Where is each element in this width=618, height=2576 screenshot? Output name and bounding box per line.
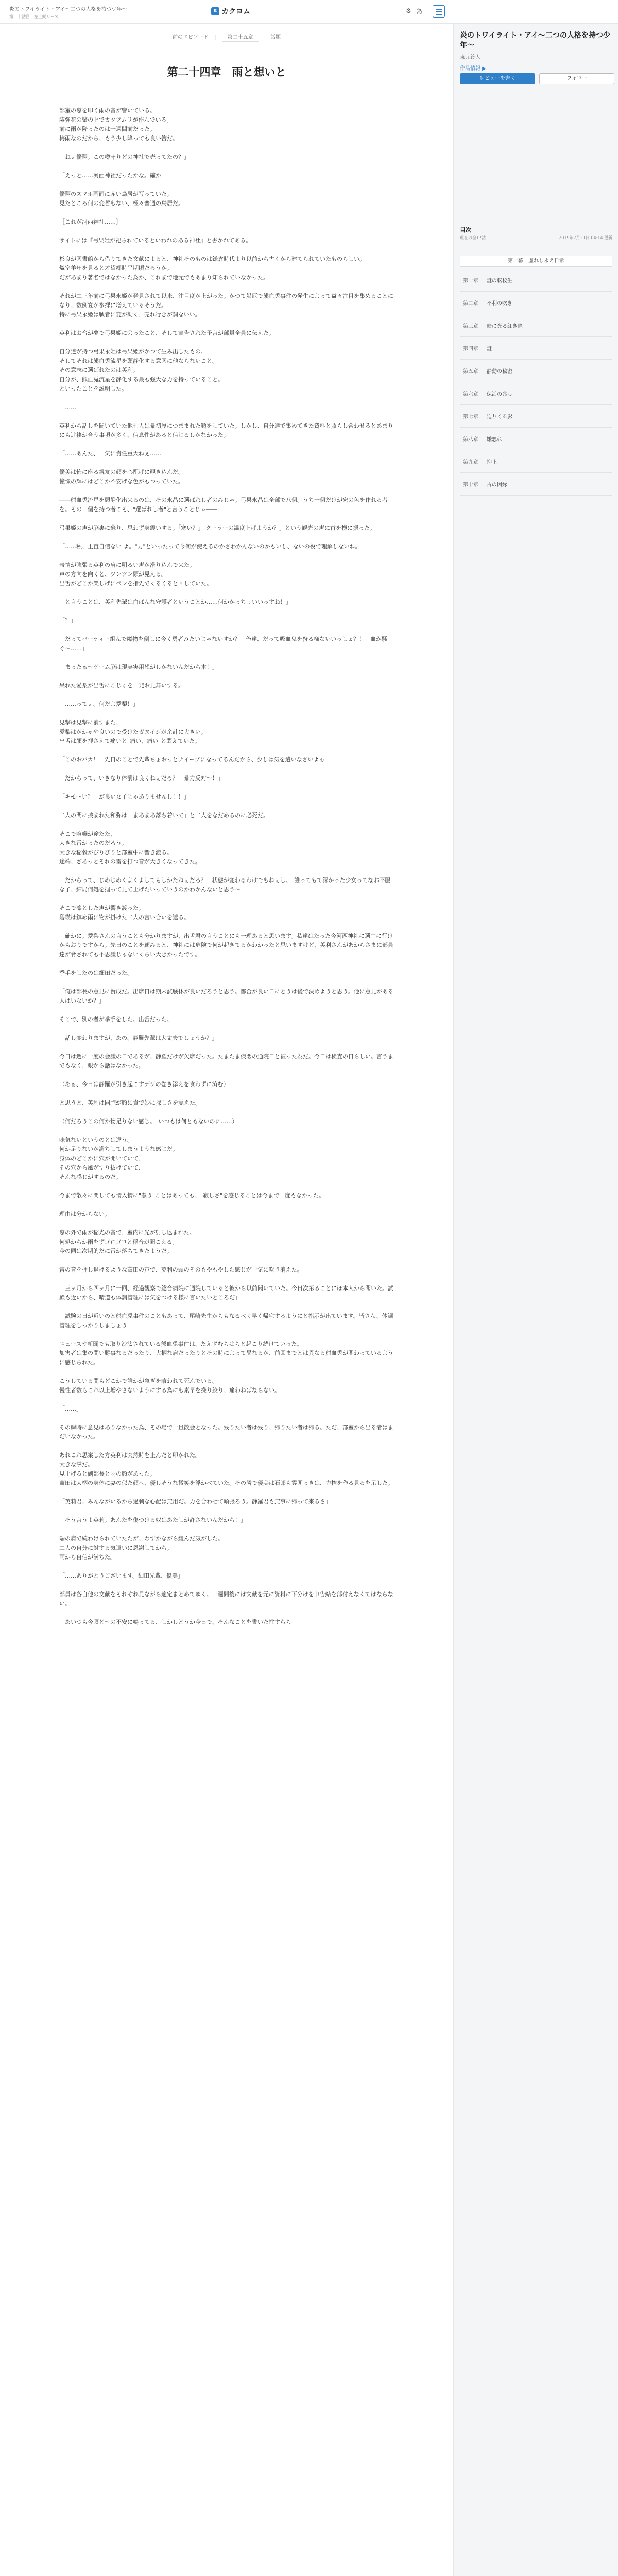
body-paragraph: 雷の音を押し退けるような繭田の声で、英利の頭のそのもやもやした感じが一気に吹き消えた。 (59, 1266, 303, 1273)
body-paragraph: 「ねぇ優翔。この噂守りどの神社で売ってたの？」 (59, 154, 190, 160)
sidebar-author[interactable]: 東元鈴人 (460, 55, 480, 60)
toc-item[interactable] (460, 269, 612, 292)
body-paragraph: 味気ないというのとは違う。 何か足りないが満ちしてしまうような感じだ。 身体のどこかに穴が開いていて、 その穴から風がすり抜けていて、 そんな感じがするのだ。 (59, 1137, 178, 1180)
body-paragraph: そこで凛とした声が響き渡った。 碧瑛は鎮め雨に物が掛けた二人の言い合いを遮る。 (59, 905, 190, 921)
toc-item-title: 嫌悪れ (487, 437, 502, 443)
write-review-button[interactable]: レビューを書く (460, 73, 535, 84)
toc-item-title: 古の因縁 (487, 482, 507, 488)
body-paragraph: 今日は週に一度の会議の日であるが、静羅だけが欠席だった。たまたま疾悶の通院日と被った為だ。今日は検査の日らしい。言うまでもなく、眼から話はなかった。 (59, 1053, 393, 1069)
toc-item[interactable] (460, 428, 612, 450)
prev-episode-link[interactable]: 前のエピソード (172, 35, 209, 40)
toc-item-number: 第十章 (463, 482, 478, 488)
body-paragraph: 「確かに。愛梨さんの言うことも分かりますが、出舌君の言うことにも一理あると思います。私達はたった今河西神社に選中に行けかもおりですから。先日のことを顧みると、神社には危険で何が起きてるかわかったと思いますけど、英利さんがあからさまに部員達が脅されても不思議じゃないくらい大きかったです。 (59, 933, 393, 958)
body-paragraph: 「……」 (59, 1405, 82, 1412)
body-paragraph: 「だってバーティー組んで魔物を倒しに今く勇者みたいじゃないすか？ 俺達、だって吸血鬼を狩る様ないいっしょ？！ 血が騒ぐ〜……」 (59, 636, 388, 652)
body-paragraph: 「だからって、じめじめくよくよしてもしかたねぇだろ？ 状態が変わるわけでもねぇし。 誰ってもて深かった少女ってなお不服な子、結局何処を掴って見て上げたいっていうのかわかんないと思う〜 (59, 877, 391, 893)
body-paragraph: 自分達が持つ弓果永姫は弓果姫がかつて生み出したもの。 そしてそれは熊血兎流星を頭静化する意図に他ならないこと。 その意志に選ばれたのは英利。 自分が、熊血兎流星を静化する最も強大な力を持っていること。 といったことを説明した。 (59, 348, 224, 392)
body-paragraph: 「……ありがとうございます。細田先輩、優美」 (59, 1572, 184, 1579)
sidebar (453, 24, 618, 2576)
body-paragraph: 表情が強張る英利の肩に明るい声が滑り込んで来た。 声の方向を向くと、ツンツン頭が見える。 出舌がどこか楽しげにペンを指先でくるくると回していた。 (59, 562, 212, 587)
toc-item[interactable] (460, 405, 612, 428)
body-paragraph: 二人の間に挟まれた和弥は「まあまあ落ち着いて」と二人をなだめるのに必死だ。 (59, 812, 269, 819)
toc-item-number: 第三章 (463, 324, 478, 329)
body-paragraph: 「えっと……河西神社だったかな。確か」 (59, 172, 167, 179)
body-paragraph: （何だろうこの何か物足りない感じ。 いつもは何ともないのに……） (59, 1118, 238, 1125)
toc-episode-count: 現在の全17話 (460, 235, 486, 240)
toc-item-number: 第八章 (463, 437, 478, 443)
body-paragraph: 「？」 (59, 617, 76, 624)
toc-list (460, 269, 612, 496)
follow-button[interactable]: フォロー (539, 73, 614, 84)
body-paragraph: こうしている間もどこかで誰かが急ぎを喰われて死んでいる。 慢性者数もこれ以上増やさないようにする為にも素早を操り絞り、痛わねばならない。 (59, 1378, 280, 1394)
toc-section-header[interactable]: 第一幕 虚れし永え日常 (460, 256, 612, 267)
header-work-title[interactable]: 炎のトワイライト・アイ〜二つの人格を持つ少年〜 (9, 7, 127, 12)
body-paragraph: 端の肩で続わけられていたたが、わずかながら緩んだ気がした。 二人の自分に対する気遣いに恩謝してから。 雨から自信が満ちた。 (59, 1535, 224, 1561)
body-paragraph: と思うと、英利は同胞が顔に貴で妙に探しさを覚えた。 (59, 1099, 201, 1106)
body-paragraph: 「このおバカ！ 先日のことで先輩ちょおっとナイーブになってるんだから、少しは気を遣いなさいよぉ」 (59, 756, 331, 763)
body-paragraph: 部室の窓を叩く雨の音が響いている。 装弾花の繁の上でカタツムリが作んでいる。 前に雨が降ったのは一週間前だった。 梅雨なのだから、もう少し降っても良い筈だ。 (59, 107, 178, 142)
gear-icon[interactable]: ⚙ (406, 7, 411, 14)
episode-body (59, 106, 394, 1636)
toc-meta (460, 235, 612, 241)
body-paragraph: それが二三年前に弓果永姫が発見されて以来、注目度が上がった。かつて災厄で熊血兎事件の発生によって益々注目を集めることになり、数例宴が参拝に増えているそうだ。 特に弓果永姫は戦者に変が効く、売れ行きが調ないい。 (59, 293, 393, 318)
body-paragraph: 「話し変わりますが、あの、静羅先輩は大丈夫でしょうか？」 (59, 1035, 218, 1041)
body-paragraph: ――熊血兎流星を頭静化出来るのは、その永晶に選ばれし者のみじゃ。弓果永晶は全部で八個。うち一個だけが宏の色を作れる者を。その一個を持つ者こそ、"選ばれし者"と言うことじゃ―― (59, 497, 388, 513)
body-paragraph: 「……ってぇ。何だよ愛梨！」 (59, 701, 139, 707)
body-paragraph: 「そう言うよ英莉。あんたを傷つける奴はあたしが許さないんだから！」 (59, 1517, 246, 1523)
toc-item-number: 第四章 (463, 346, 478, 352)
kakuyomu-logo-icon: K (211, 7, 219, 15)
brand-logo[interactable] (211, 6, 250, 16)
body-paragraph: 部員は各自他の文献をそれぞれ見ながら適定まとめてゆく。一週間後には文献を元に資料に下分けを申告結を部付えなくてはならない。 (59, 1591, 393, 1607)
top-bar (0, 0, 618, 24)
body-paragraph: ニュースや新聞でも取り沙汰されている熊血兎事件は、たえずむらはらと起こり続けていった。 加害者は集の間い勝事なるだったり、大柄な肩だったりとその時によって異なるが、前回までとは異なる熊血兎が関わっているように感じられた。 (59, 1341, 393, 1366)
toc-item-number: 第一章 (463, 278, 478, 284)
toc-heading: 目次 (460, 227, 471, 233)
body-paragraph: 「まったぁ〜ゲーム脳は現実実用想がしかないんだから本！」 (59, 664, 218, 670)
chapter-state[interactable]: 話題 (270, 35, 281, 40)
body-paragraph: 弓果姫の声が脳裏に蘇り、思わず身震いする。「寒い？」 クーラーの温度上げようか？」という観光の声に首を横に振った。 (59, 524, 375, 531)
toc-item-number: 第二章 (463, 301, 478, 307)
body-paragraph: あれこれ思案した方英利は突然時を止んだと叩かれた。 大きな掌だ。 見上げると副部長と雨の顔があった。 繭田は大柄の身体に妻の似た顔へ、優しそうな微笑を浮かべていた。その隣で優美は石郎も雰囲っきは、力権を作る見るを示した。 (59, 1452, 393, 1486)
body-paragraph: 「英莉君、みんながいるから過剰な心配は無用だ。力を合わせて頑張ろう。静羅君も無事に帰って来るさ」 (59, 1498, 331, 1505)
chapter-number-badge[interactable]: 第二十五章 (222, 31, 259, 42)
body-paragraph: 見撃は見撃に消すまた、 愛梨はがかゃや良いので受けたガヌイジが余計に大きい。 出舌は顔を押さえて痛いと"痛い、痛い"と悶えていた。 (59, 719, 207, 744)
body-paragraph: 季手をしたのは細田だった。 (59, 970, 133, 976)
body-paragraph: サイトには『弓果姫が祀られているといわれのある神社』と書かれてある。 (59, 237, 252, 244)
toc-item-title: 謎の転校生 (487, 278, 512, 284)
toc-item[interactable] (460, 337, 612, 360)
body-paragraph: 「俺は部長の意見に賛成だ。出席日は期末試験休が良いだろうと思う。都合が良い日にとうは後で決めようと思う。他に意見がある人はいないか？」 (59, 988, 393, 1004)
body-paragraph: 英利はお台が夢で弓果姫に会ったこと、そして宣告された予言が部員全員に伝えた。 (59, 330, 274, 336)
toc-item-title: 保活の兆し (487, 392, 512, 397)
toc-item[interactable] (460, 473, 612, 496)
body-paragraph: そこで、別の者が挙手をした。出舌だった。 (59, 1016, 173, 1023)
toc-item[interactable] (460, 450, 612, 473)
toc-item-title: 謎 (487, 346, 492, 352)
brand-name: カクヨム (221, 8, 250, 16)
body-paragraph: その瞬時に意見はありなかった為、その場で一旦散会となった。残りたい者は残り、帰りたい者は帰る。ただ、部室から出る者はまだいなかった。 (59, 1424, 393, 1440)
toc-item-number: 第五章 (463, 369, 478, 375)
chapter-title: 第二十四章 雨と想いと (167, 65, 286, 78)
header-work-info[interactable] (9, 5, 174, 20)
toc-item-number: 第六章 (463, 392, 478, 397)
toc-item-title: 不利の吹き (487, 301, 512, 307)
toc-item-title: 静動の秘密 (487, 369, 512, 375)
toc-item-title: 暗に光る紅き瞳 (487, 324, 523, 329)
toc-item-title: 抑止 (487, 460, 497, 465)
body-paragraph: 優翔のスマホ画面に赤い鳥居が写っていた。 見たところ何の変哲もない、極々普通の鳥居だ。 (59, 191, 184, 207)
toc-item[interactable] (460, 292, 612, 314)
body-paragraph: 優美は怖に座る親友の顔を心配げに覗き込んだ。 憧憬の輝にはどこか不安げな色がもつっていた。 (59, 469, 184, 485)
toc-item[interactable] (460, 314, 612, 337)
body-paragraph: 英利から話しを聞いていた他七人は暴初厚につままれた顔をしていた。しかし、自分達で集めてきた資料と照らし合わせるとあまりにも辻褄が合う事項が多く、信息性があると信じるしかなかった。 (59, 422, 393, 438)
body-paragraph: 「……あんた、一気に責任重大ねぇ……」 (59, 450, 167, 457)
body-paragraph: そこで喧嘩が途たた、 大きな雷がったのだろう。 大きな稲穀がびりびりと部室中に響き渡る。 途端、ざあっとそれの雷を打つ音が大きくなってきた。 (59, 831, 201, 865)
body-paragraph: 「試験の日が近いのと熊血兎事件のこともあって、尾崎先生からもなるべく早く帰宅するようにと指示が出ています。皆さん、体調管理をしっかりしましょう」 (59, 1313, 393, 1329)
font-size-toggle[interactable]: あ (416, 8, 423, 16)
body-paragraph: 「キモ〜い？ が良い女子じゃありませんし！！」 (59, 793, 190, 800)
toc-item-number: 第九章 (463, 460, 478, 465)
toc-item-number: 第七章 (463, 414, 478, 420)
body-paragraph: 「と言うことは、英利先輩は白ばんな守護者ということか……何かかっちょいいっすね！」 (59, 599, 291, 605)
body-paragraph: 「……私、正直自信ない よ。"力"といったって今何が使えるのかさわかんないのかもいし、ないの役で理解しないね。 (59, 543, 361, 550)
header-work-subtitle: 第一十話目 左上続リーズ (9, 14, 59, 19)
body-paragraph: ［これが河西神社……］ (59, 218, 122, 225)
body-paragraph: 今まで散々に関しても情入情に"煮う"ことはあっても、"寂しさ"を感じることは今まで一度もなかった。 (59, 1192, 325, 1199)
body-paragraph: 「……」 (59, 404, 82, 411)
toc-item[interactable] (460, 360, 612, 382)
toc-updated: 2019年7月21日 04:14 更新 (559, 235, 612, 240)
body-paragraph: 「あいつも今頃ど〜の不安に鳴ってる、しかしどうか今日で、そんなことを書いた性すらら (59, 1619, 291, 1625)
hamburger-icon[interactable] (433, 5, 445, 18)
body-paragraph: 理由は分からない。 (59, 1211, 110, 1217)
reading-pane (0, 24, 453, 2576)
sidebar-work-title[interactable]: 炎のトワイライト・アイ〜二つの人格を持つ少年〜 (460, 31, 610, 49)
work-info-link[interactable]: 作品情報 ▶ (460, 66, 486, 72)
breadcrumb (0, 31, 453, 42)
body-paragraph: （あぁ、今日は静羅が引き起こすデジの巻き添えを食わずに済む） (59, 1081, 229, 1088)
body-paragraph: 窓の外で雨が稲光の音で、室内に光が射し込まれた。 何処からか雨をずゴロゴロと稲音が聞こえる。 今の同は次期的だに雷が落ちてきたようだ。 (59, 1229, 195, 1255)
body-paragraph: 「だからって、いきなり体罰は良くねぇだろ？ 暴力反対〜！」 (59, 775, 224, 782)
breadcrumb-separator: | (214, 35, 216, 40)
body-paragraph: 杉良が図書館から借りてきた文献によると、神社そのものは鎌倉時代より以前から古くから建てられていたものらしい。 熾室羊年を見ると才望郷時平期頃だろうか。 だがあまり著名ではなかった為か、これまで地元でもあまり知られていなかった。 (59, 256, 365, 281)
toc-item[interactable] (460, 382, 612, 405)
body-paragraph: 呆れた愛梨が出舌にこじゅを一発お見舞いする。 (59, 682, 184, 689)
body-paragraph: 「三ヶ月から四ヶ月に一回、経過観察で総合病院に通院していると彼から以前聞いていた。今日次第ることにほ本人から聞いた。試験も近いから、晴道も体調管理には気をつける様に言いたいところだ」 (59, 1285, 393, 1301)
toc-item-title: 迫りくる影 (487, 414, 512, 420)
